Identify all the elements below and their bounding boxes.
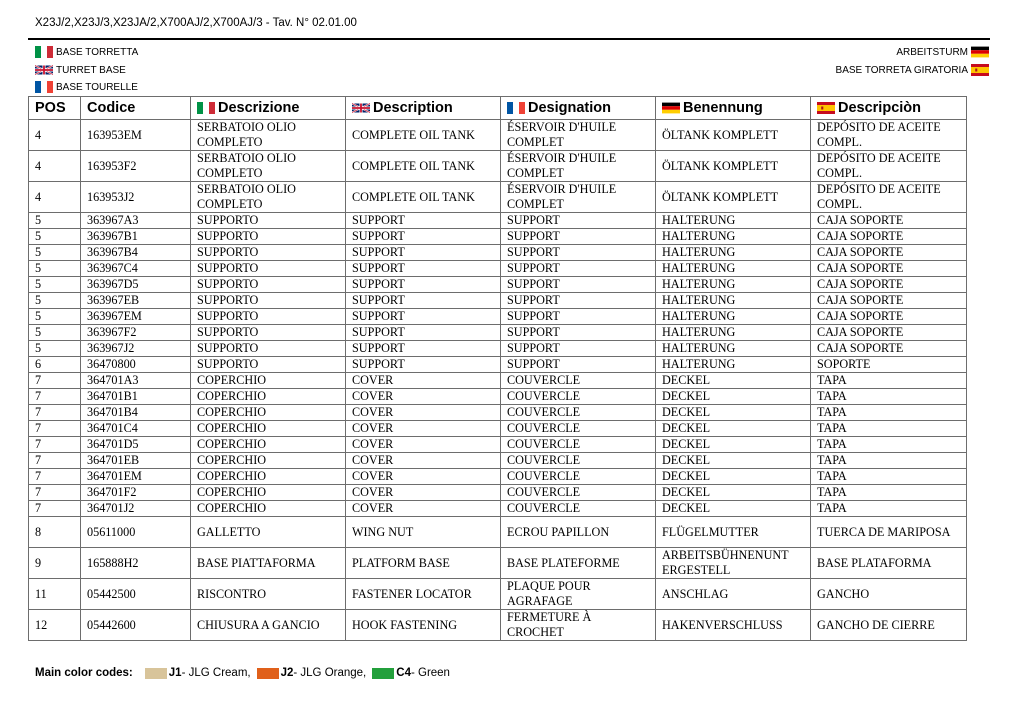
cell-french: SUPPORT (501, 293, 656, 309)
italy-flag-icon (197, 102, 215, 114)
cell-pos: 5 (29, 245, 81, 261)
cell-code: 364701F2 (81, 485, 191, 501)
cell-italian: SERBATOIO OLIO COMPLETO (191, 151, 346, 182)
cell-french: SUPPORT (501, 261, 656, 277)
column-header-french (501, 97, 656, 120)
table-row (29, 517, 967, 548)
cell-french: COUVERCLE (501, 373, 656, 389)
cell-spanish: CAJA SOPORTE (811, 293, 967, 309)
cell-italian: COPERCHIO (191, 373, 346, 389)
cell-pos: 9 (29, 548, 81, 579)
cell-italian: SUPPORTO (191, 325, 346, 341)
cell-spanish: CAJA SOPORTE (811, 213, 967, 229)
cell-english: SUPPORT (346, 341, 501, 357)
cell-english: HOOK FASTENING (346, 610, 501, 641)
table-row (29, 341, 967, 357)
cell-spanish: CAJA SOPORTE (811, 309, 967, 325)
cell-german: HALTERUNG (656, 229, 811, 245)
cell-pos: 7 (29, 405, 81, 421)
cell-pos: 5 (29, 261, 81, 277)
cell-french: SUPPORT (501, 357, 656, 373)
cell-spanish: TAPA (811, 485, 967, 501)
cell-english: SUPPORT (346, 261, 501, 277)
cell-code: 05611000 (81, 517, 191, 548)
header-french-text: BASE TOURELLE (56, 81, 138, 93)
cell-french: COUVERCLE (501, 389, 656, 405)
cell-french: COUVERCLE (501, 405, 656, 421)
spain-flag-icon (971, 64, 989, 76)
cell-code: 363967J2 (81, 341, 191, 357)
cell-spanish: CAJA SOPORTE (811, 341, 967, 357)
column-header-english-label: Description (373, 100, 453, 116)
legend-item-c4 (372, 667, 450, 679)
cell-spanish: GANCHO (811, 579, 967, 610)
cell-italian: SERBATOIO OLIO COMPLETO (191, 182, 346, 213)
cell-french: COUVERCLE (501, 469, 656, 485)
table-row (29, 421, 967, 437)
cell-pos: 7 (29, 485, 81, 501)
cell-italian: SERBATOIO OLIO COMPLETO (191, 120, 346, 151)
cell-german: DECKEL (656, 405, 811, 421)
header-line-italian (35, 46, 138, 58)
cell-english: COVER (346, 373, 501, 389)
cell-italian: COPERCHIO (191, 437, 346, 453)
column-header-pos (29, 97, 81, 120)
cell-german: HALTERUNG (656, 293, 811, 309)
cell-spanish: TAPA (811, 389, 967, 405)
table-row (29, 579, 967, 610)
cell-spanish: TAPA (811, 501, 967, 517)
cell-italian: COPERCHIO (191, 485, 346, 501)
cell-french: SUPPORT (501, 245, 656, 261)
cell-pos: 6 (29, 357, 81, 373)
column-header-spanish (811, 97, 967, 120)
cell-english: WING NUT (346, 517, 501, 548)
cell-english: FASTENER LOCATOR (346, 579, 501, 610)
cell-italian: SUPPORTO (191, 213, 346, 229)
header-line-german (896, 46, 989, 58)
cell-spanish: TAPA (811, 373, 967, 389)
table-body (29, 120, 967, 641)
cell-code: 05442600 (81, 610, 191, 641)
table-row (29, 501, 967, 517)
cell-english: COVER (346, 437, 501, 453)
cell-italian: GALLETTO (191, 517, 346, 548)
cell-german: DECKEL (656, 485, 811, 501)
table-row (29, 309, 967, 325)
table-row (29, 261, 967, 277)
italy-flag-icon (35, 46, 53, 58)
cell-german: HALTERUNG (656, 309, 811, 325)
column-header-german-label: Benennung (683, 100, 763, 116)
cell-spanish: DEPÓSITO DE ACEITE COMPL. (811, 120, 967, 151)
cell-code: 364701D5 (81, 437, 191, 453)
cell-code: 163953F2 (81, 151, 191, 182)
table-row (29, 120, 967, 151)
table-row (29, 453, 967, 469)
cell-code: 363967B4 (81, 245, 191, 261)
column-header-code (81, 97, 191, 120)
cell-german: HALTERUNG (656, 261, 811, 277)
table-row (29, 548, 967, 579)
parts-table (28, 96, 967, 641)
table-row (29, 389, 967, 405)
cell-french: ÉSERVOIR D'HUILE COMPLET (501, 120, 656, 151)
cell-spanish: BASE PLATAFORMA (811, 548, 967, 579)
color-swatch (257, 668, 279, 679)
cell-german: ARBEITSBÜHNENUNT ERGESTELL (656, 548, 811, 579)
cell-french: SUPPORT (501, 309, 656, 325)
cell-english: SUPPORT (346, 325, 501, 341)
cell-spanish: TAPA (811, 421, 967, 437)
cell-code: 364701EB (81, 453, 191, 469)
cell-pos: 4 (29, 120, 81, 151)
cell-german: ÖLTANK KOMPLETT (656, 120, 811, 151)
cell-german: HALTERUNG (656, 341, 811, 357)
cell-code: 163953EM (81, 120, 191, 151)
legend-item-j2 (257, 667, 367, 679)
germany-flag-icon (662, 102, 680, 114)
cell-french: COUVERCLE (501, 421, 656, 437)
cell-german: DECKEL (656, 453, 811, 469)
cell-pos: 7 (29, 469, 81, 485)
color-legend (35, 667, 456, 679)
cell-italian: SUPPORTO (191, 293, 346, 309)
cell-german: HALTERUNG (656, 245, 811, 261)
cell-italian: SUPPORTO (191, 309, 346, 325)
header-english-text: TURRET BASE (56, 64, 126, 76)
cell-code: 36470800 (81, 357, 191, 373)
cell-code: 364701B1 (81, 389, 191, 405)
cell-english: COVER (346, 421, 501, 437)
uk-flag-icon (352, 102, 370, 114)
cell-code: 363967C4 (81, 261, 191, 277)
cell-code: 363967B1 (81, 229, 191, 245)
cell-french: COUVERCLE (501, 501, 656, 517)
cell-italian: SUPPORTO (191, 357, 346, 373)
cell-italian: COPERCHIO (191, 453, 346, 469)
cell-spanish: TAPA (811, 469, 967, 485)
column-header-french-label: Designation (528, 100, 611, 116)
cell-english: COMPLETE OIL TANK (346, 120, 501, 151)
column-header-italian (191, 97, 346, 120)
color-swatch (372, 668, 394, 679)
table-row (29, 151, 967, 182)
cell-pos: 7 (29, 501, 81, 517)
legend-code: C4 (396, 667, 411, 679)
cell-italian: SUPPORTO (191, 277, 346, 293)
uk-flag-icon (35, 64, 53, 76)
cell-german: ANSCHLAG (656, 579, 811, 610)
cell-german: ÖLTANK KOMPLETT (656, 151, 811, 182)
cell-spanish: TAPA (811, 437, 967, 453)
cell-english: COMPLETE OIL TANK (346, 151, 501, 182)
cell-german: DECKEL (656, 421, 811, 437)
column-header-english (346, 97, 501, 120)
cell-french: ÉSERVOIR D'HUILE COMPLET (501, 151, 656, 182)
cell-italian: SUPPORTO (191, 341, 346, 357)
header-spanish-text: BASE TORRETA GIRATORIA (835, 64, 968, 76)
cell-french: COUVERCLE (501, 485, 656, 501)
cell-pos: 5 (29, 293, 81, 309)
cell-pos: 7 (29, 421, 81, 437)
cell-pos: 5 (29, 309, 81, 325)
cell-pos: 5 (29, 213, 81, 229)
header-line-french (35, 81, 138, 93)
cell-french: BASE PLATEFORME (501, 548, 656, 579)
cell-pos: 7 (29, 437, 81, 453)
cell-english: SUPPORT (346, 293, 501, 309)
cell-english: COVER (346, 405, 501, 421)
cell-french: COUVERCLE (501, 437, 656, 453)
cell-english: PLATFORM BASE (346, 548, 501, 579)
cell-french: SUPPORT (501, 213, 656, 229)
cell-spanish: TAPA (811, 453, 967, 469)
table-row (29, 325, 967, 341)
cell-english: SUPPORT (346, 229, 501, 245)
cell-spanish: CAJA SOPORTE (811, 229, 967, 245)
cell-german: HALTERUNG (656, 213, 811, 229)
cell-english: COVER (346, 453, 501, 469)
cell-pos: 12 (29, 610, 81, 641)
cell-french: ECROU PAPILLON (501, 517, 656, 548)
cell-italian: SUPPORTO (191, 229, 346, 245)
cell-pos: 4 (29, 182, 81, 213)
cell-pos: 7 (29, 373, 81, 389)
cell-code: 364701B4 (81, 405, 191, 421)
france-flag-icon (507, 102, 525, 114)
cell-pos: 5 (29, 325, 81, 341)
cell-german: HAKENVERSCHLUSS (656, 610, 811, 641)
legend-item-j1 (145, 667, 251, 679)
cell-italian: SUPPORTO (191, 261, 346, 277)
cell-german: DECKEL (656, 373, 811, 389)
cell-german: DECKEL (656, 389, 811, 405)
cell-spanish: CAJA SOPORTE (811, 325, 967, 341)
cell-spanish: TAPA (811, 405, 967, 421)
france-flag-icon (35, 81, 53, 93)
legend-code: J2 (280, 667, 294, 679)
legend-text: - Green (410, 667, 450, 679)
cell-spanish: SOPORTE (811, 357, 967, 373)
column-header-code-label: Codice (87, 100, 136, 116)
table-header-row (29, 97, 967, 120)
cell-code: 363967EB (81, 293, 191, 309)
cell-english: SUPPORT (346, 309, 501, 325)
column-header-german (656, 97, 811, 120)
cell-english: COVER (346, 485, 501, 501)
legend-label: Main color codes: (35, 667, 133, 679)
cell-spanish: DEPÓSITO DE ACEITE COMPL. (811, 151, 967, 182)
cell-code: 363967A3 (81, 213, 191, 229)
cell-spanish: TUERCA DE MARIPOSA (811, 517, 967, 548)
cell-english: SUPPORT (346, 277, 501, 293)
cell-english: COMPLETE OIL TANK (346, 182, 501, 213)
table-row (29, 405, 967, 421)
cell-french: COUVERCLE (501, 453, 656, 469)
header-line-english (35, 64, 126, 76)
cell-french: ÉSERVOIR D'HUILE COMPLET (501, 182, 656, 213)
cell-pos: 5 (29, 341, 81, 357)
table-row (29, 373, 967, 389)
cell-french: SUPPORT (501, 229, 656, 245)
header-german-text: ARBEITSTURM (896, 46, 968, 58)
germany-flag-icon (971, 46, 989, 58)
cell-german: ÖLTANK KOMPLETT (656, 182, 811, 213)
cell-italian: COPERCHIO (191, 389, 346, 405)
cell-french: SUPPORT (501, 341, 656, 357)
cell-german: FLÜGELMUTTER (656, 517, 811, 548)
cell-english: COVER (346, 469, 501, 485)
table-row (29, 293, 967, 309)
cell-code: 364701EM (81, 469, 191, 485)
cell-english: SUPPORT (346, 245, 501, 261)
table-row (29, 357, 967, 373)
header-italian-text: BASE TORRETTA (56, 46, 139, 58)
cell-italian: BASE PIATTAFORMA (191, 548, 346, 579)
cell-italian: SUPPORTO (191, 245, 346, 261)
table-row (29, 485, 967, 501)
column-header-italian-label: Descrizione (218, 100, 300, 116)
cell-french: PLAQUE POUR AGRAFAGE (501, 579, 656, 610)
table-row (29, 182, 967, 213)
table-row (29, 213, 967, 229)
cell-pos: 4 (29, 151, 81, 182)
cell-german: DECKEL (656, 437, 811, 453)
cell-code: 163953J2 (81, 182, 191, 213)
cell-italian: COPERCHIO (191, 501, 346, 517)
cell-code: 364701C4 (81, 421, 191, 437)
table-row (29, 229, 967, 245)
cell-french: FERMETURE À CROCHET (501, 610, 656, 641)
cell-code: 165888H2 (81, 548, 191, 579)
table-row (29, 245, 967, 261)
cell-german: DECKEL (656, 469, 811, 485)
table-row (29, 610, 967, 641)
cell-code: 363967D5 (81, 277, 191, 293)
cell-pos: 7 (29, 389, 81, 405)
cell-english: SUPPORT (346, 213, 501, 229)
document-title: X23J/2,X23J/3,X23JA/2,X700AJ/2,X700AJ/3 - Tav. N° 02.01.00 (35, 17, 357, 29)
table-row (29, 437, 967, 453)
cell-italian: COPERCHIO (191, 405, 346, 421)
legend-text: - JLG Orange, (293, 667, 367, 679)
cell-code: 363967EM (81, 309, 191, 325)
cell-spanish: CAJA SOPORTE (811, 277, 967, 293)
cell-code: 363967F2 (81, 325, 191, 341)
legend-code: J1 (168, 667, 182, 679)
cell-code: 364701A3 (81, 373, 191, 389)
cell-pos: 8 (29, 517, 81, 548)
cell-spanish: GANCHO DE CIERRE (811, 610, 967, 641)
cell-english: SUPPORT (346, 357, 501, 373)
cell-pos: 5 (29, 277, 81, 293)
cell-code: 05442500 (81, 579, 191, 610)
table-row (29, 469, 967, 485)
cell-italian: RISCONTRO (191, 579, 346, 610)
cell-english: COVER (346, 501, 501, 517)
cell-english: COVER (346, 389, 501, 405)
spain-flag-icon (817, 102, 835, 114)
cell-spanish: CAJA SOPORTE (811, 245, 967, 261)
cell-italian: COPERCHIO (191, 469, 346, 485)
cell-italian: CHIUSURA A GANCIO (191, 610, 346, 641)
cell-spanish: DEPÓSITO DE ACEITE COMPL. (811, 182, 967, 213)
cell-german: HALTERUNG (656, 357, 811, 373)
legend-text: - JLG Cream, (181, 667, 251, 679)
cell-italian: COPERCHIO (191, 421, 346, 437)
cell-french: SUPPORT (501, 277, 656, 293)
cell-code: 364701J2 (81, 501, 191, 517)
cell-french: SUPPORT (501, 325, 656, 341)
cell-pos: 5 (29, 229, 81, 245)
column-header-spanish-label: Descripciòn (838, 100, 921, 116)
cell-german: HALTERUNG (656, 277, 811, 293)
header-line-spanish (836, 64, 989, 76)
title-divider (28, 38, 990, 40)
cell-german: DECKEL (656, 501, 811, 517)
column-header-pos-label: POS (35, 100, 66, 116)
cell-spanish: CAJA SOPORTE (811, 261, 967, 277)
cell-german: HALTERUNG (656, 325, 811, 341)
color-swatch (145, 668, 167, 679)
cell-pos: 11 (29, 579, 81, 610)
cell-pos: 7 (29, 453, 81, 469)
table-row (29, 277, 967, 293)
